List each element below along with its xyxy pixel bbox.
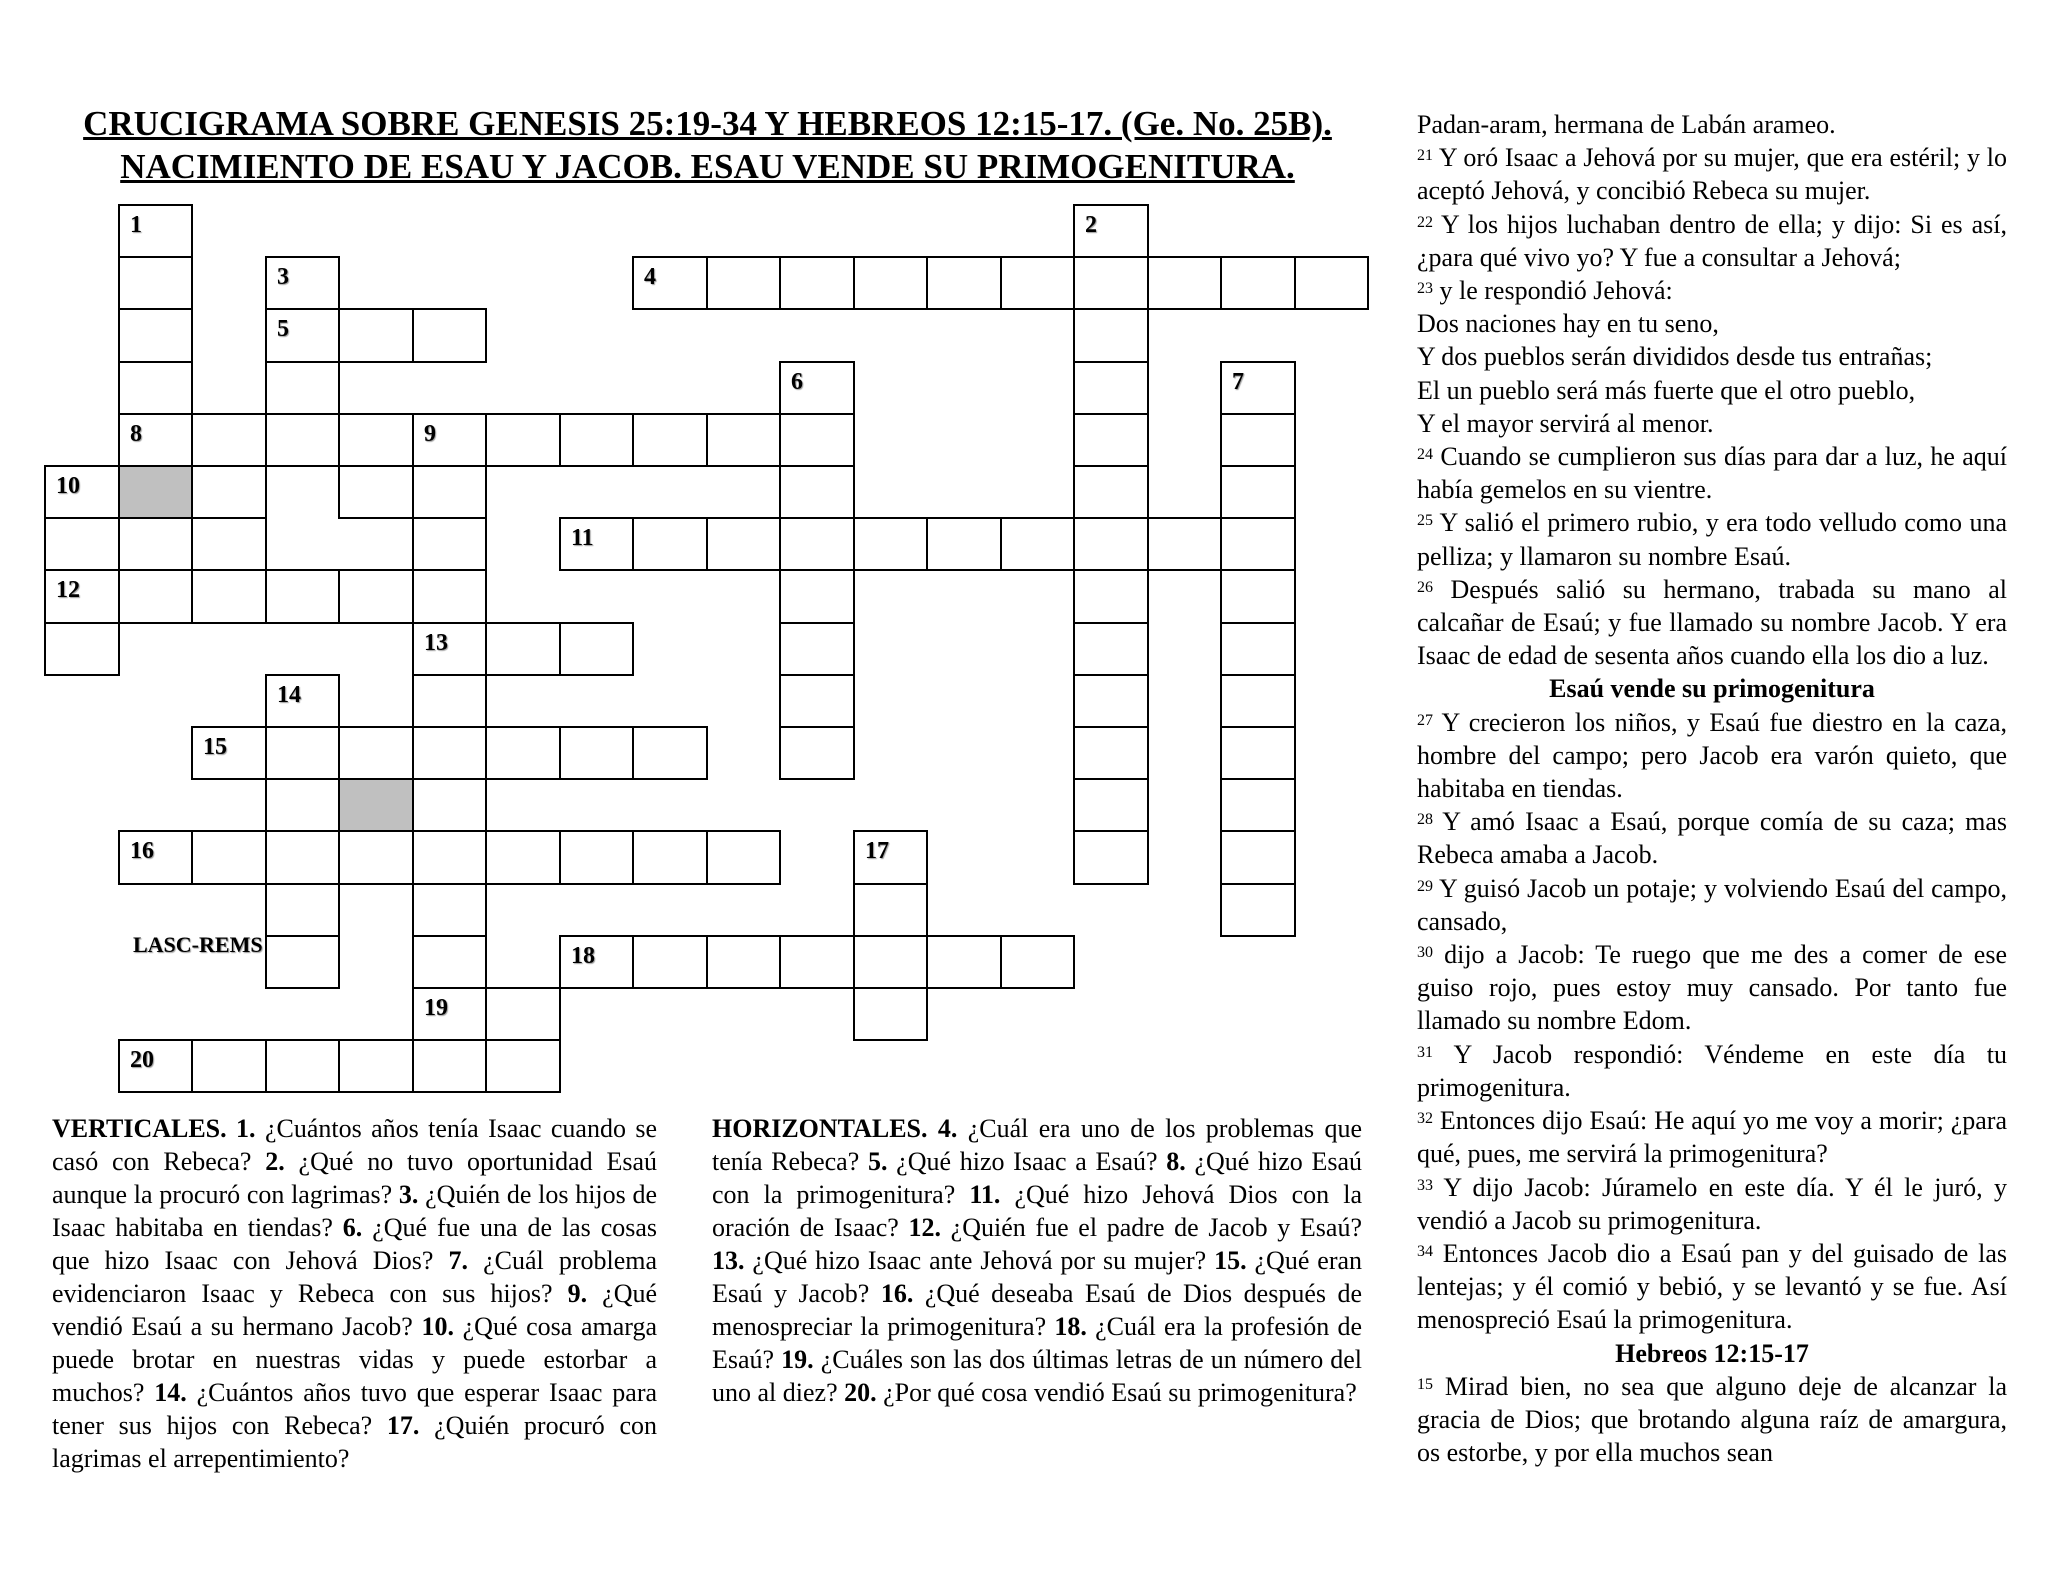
grid-cell[interactable] bbox=[191, 517, 267, 571]
grid-cell[interactable] bbox=[1220, 674, 1296, 728]
grid-cell[interactable] bbox=[412, 1039, 487, 1093]
grid-cell[interactable] bbox=[706, 413, 781, 467]
numbered-cell[interactable] bbox=[118, 204, 193, 258]
verse bbox=[1417, 141, 2007, 207]
grid-cell[interactable] bbox=[1073, 674, 1149, 728]
grid-cell[interactable] bbox=[412, 935, 487, 989]
clue-number: 8. bbox=[1166, 1147, 1186, 1176]
clue-number: 6. bbox=[342, 1213, 363, 1242]
grid-cell[interactable] bbox=[118, 256, 193, 310]
section-heading: Esaú vende su primogenitura bbox=[1549, 674, 1875, 704]
clue-text: ¿Qué hizo Jehová Dios con la oración de Isaac? bbox=[712, 1180, 1363, 1242]
clue-text: ¿Qué vendió Esaú a su hermano Jacob? bbox=[52, 1279, 658, 1341]
clue-number: 11. bbox=[969, 1180, 1001, 1209]
clues-heading: VERTICALES. bbox=[52, 1114, 227, 1143]
author-credit: LASC-REMS bbox=[133, 932, 263, 957]
clue-number: 16 bbox=[130, 838, 154, 864]
verse bbox=[1417, 440, 2007, 506]
clues-heading: HORIZONTALES. bbox=[712, 1114, 928, 1143]
verse bbox=[1417, 1370, 2007, 1470]
verse-number: 24 bbox=[1417, 446, 1433, 464]
grid-cell[interactable] bbox=[706, 935, 781, 989]
verse-number: 30 bbox=[1417, 944, 1433, 962]
grid-cell[interactable] bbox=[926, 517, 1002, 571]
grid-cell[interactable] bbox=[1073, 622, 1149, 676]
clue-number: 19 bbox=[424, 995, 448, 1021]
grid-cell[interactable] bbox=[1220, 517, 1296, 571]
poem-line: Y dos pueblos serán divididos desde tus entrañas; bbox=[1417, 342, 1933, 372]
grid-cell[interactable] bbox=[559, 622, 634, 676]
grid-cell[interactable] bbox=[1220, 726, 1296, 780]
grid-cell[interactable] bbox=[1000, 935, 1075, 989]
grid-cell[interactable] bbox=[706, 830, 781, 885]
grid-cell[interactable] bbox=[485, 830, 561, 885]
clue-text: ¿Cuáles son las dos últimas letras de un número del uno al diez? bbox=[712, 1345, 1363, 1407]
hebrews-heading: Hebreos 12:15-17 bbox=[1615, 1338, 1809, 1368]
clue-number: 17. bbox=[386, 1411, 420, 1440]
grid-cell[interactable] bbox=[779, 935, 855, 989]
clue-number: 3 bbox=[277, 264, 289, 290]
verse-number: 29 bbox=[1417, 877, 1433, 895]
verse-number: 33 bbox=[1417, 1176, 1433, 1194]
verse-text: Y guisó Jacob un potaje; y volviendo Esaú del campo, cansado, bbox=[1417, 873, 2007, 936]
grid-cell[interactable] bbox=[44, 622, 120, 676]
numbered-cell[interactable] bbox=[412, 413, 487, 467]
grid-cell[interactable] bbox=[1073, 726, 1149, 780]
clue-number: 6 bbox=[791, 369, 803, 395]
verse-text: Mirad bien, no sea que alguno deje de alcanzar la gracia de Dios; que brotando alguna raíz de amargura, os estorbe, y por ella muchos sean bbox=[1417, 1371, 2008, 1468]
scripture-intro: Padan-aram, hermana de Labán arameo. bbox=[1417, 110, 1836, 139]
verse-number: 22 bbox=[1417, 213, 1433, 231]
clue-number: 17 bbox=[865, 838, 889, 864]
verse-text: Y los hijos luchaban dentro de ella; y dijo: Si es así, ¿para qué vivo yo? Y fue a consultar a Jehová; bbox=[1417, 209, 2007, 272]
clue-number: 1 bbox=[130, 212, 142, 238]
grid-cell[interactable] bbox=[853, 256, 928, 310]
numbered-cell[interactable] bbox=[853, 830, 928, 885]
grid-cell[interactable] bbox=[706, 517, 781, 571]
clue-number: 10 bbox=[56, 473, 80, 499]
grid-cell[interactable] bbox=[1294, 256, 1369, 310]
grid-cell[interactable] bbox=[779, 413, 855, 467]
clue-number: 3. bbox=[398, 1180, 419, 1209]
numbered-cell[interactable] bbox=[412, 987, 487, 1041]
clue-number: 4. bbox=[937, 1114, 958, 1143]
grid-cell[interactable] bbox=[779, 517, 855, 571]
grid-cell[interactable] bbox=[338, 569, 414, 624]
grid-cell[interactable] bbox=[191, 569, 267, 624]
grid-cell[interactable] bbox=[1073, 830, 1149, 885]
grid-cell[interactable] bbox=[1147, 256, 1222, 310]
clue-number: 5. bbox=[867, 1147, 888, 1176]
verse-text: Y salió el primero rubio, y era todo velludo como una pelliza; y llamaron su nombre Esaú. bbox=[1417, 508, 2007, 571]
grid-cell[interactable] bbox=[338, 726, 414, 780]
grid-cell[interactable] bbox=[632, 726, 708, 780]
grid-cell[interactable] bbox=[926, 256, 1002, 310]
grid-cell[interactable] bbox=[485, 987, 561, 1041]
verse-text: y le respondió Jehová: bbox=[1439, 276, 1673, 306]
grid-cell[interactable] bbox=[779, 674, 855, 728]
grid-cell[interactable] bbox=[1220, 883, 1296, 937]
clue-text: ¿Quién fue el padre de Jacob y Esaú? bbox=[950, 1213, 1363, 1242]
grid-cell[interactable] bbox=[338, 308, 414, 363]
grid-cell[interactable] bbox=[118, 517, 193, 571]
grid-cell[interactable] bbox=[265, 361, 340, 415]
numbered-cell[interactable] bbox=[1220, 361, 1296, 415]
verse-text: Cuando se cumplieron sus días para dar a luz, he aquí había gemelos en su vientre. bbox=[1417, 442, 2007, 505]
grid-cell[interactable] bbox=[1220, 622, 1296, 676]
shaded-cell bbox=[338, 778, 414, 832]
grid-cell[interactable] bbox=[338, 830, 414, 885]
clue-number: 9. bbox=[567, 1279, 588, 1308]
grid-cell[interactable] bbox=[412, 308, 487, 363]
verse bbox=[1417, 805, 2007, 871]
grid-cell[interactable] bbox=[1220, 413, 1296, 467]
verse-text: dijo a Jacob: Te ruego que me des a comer de ese guiso rojo, pues estoy muy cansado. Por tanto fue llamado su nombre Edom. bbox=[1417, 940, 2007, 1036]
grid-cell[interactable] bbox=[1220, 569, 1296, 624]
grid-cell[interactable] bbox=[338, 413, 414, 467]
grid-cell[interactable] bbox=[265, 883, 340, 937]
grid-cell[interactable] bbox=[1147, 517, 1222, 571]
grid-cell[interactable] bbox=[853, 883, 928, 937]
clue-number: 18 bbox=[571, 943, 595, 969]
clue-text: ¿Qué no tuvo oportunidad Esaú aunque la procuró con lagrimas? bbox=[52, 1147, 658, 1209]
clue-number: 11 bbox=[571, 525, 594, 551]
grid-cell[interactable] bbox=[853, 517, 928, 571]
verse bbox=[1417, 1237, 2007, 1337]
horizontal-clues bbox=[712, 1112, 1362, 1409]
vertical-clues bbox=[52, 1112, 657, 1475]
numbered-cell[interactable] bbox=[118, 1039, 193, 1093]
numbered-cell[interactable] bbox=[632, 256, 708, 310]
verse bbox=[1417, 274, 2007, 307]
grid-cell[interactable] bbox=[265, 935, 340, 989]
clue-text: ¿Cuántos años tuvo que esperar Isaac para tener sus hijos con Rebeca? bbox=[52, 1378, 658, 1440]
verse-number: 28 bbox=[1417, 811, 1433, 829]
grid-cell[interactable] bbox=[265, 569, 340, 624]
verse bbox=[1417, 872, 2007, 938]
verse bbox=[1417, 1038, 2007, 1104]
numbered-cell[interactable] bbox=[779, 361, 855, 415]
clue-number: 20. bbox=[844, 1378, 877, 1407]
clue-number: 14. bbox=[154, 1378, 187, 1407]
verse-number: 34 bbox=[1417, 1242, 1433, 1260]
clue-number: 20 bbox=[130, 1047, 154, 1073]
verse-text: Y crecieron los niños, y Esaú fue diestro en la caza, hombre del campo; pero Jacob era varón quieto, que habitaba en tiendas. bbox=[1417, 707, 2007, 804]
verse-text: Después salió su hermano, trabada su mano al calcañar de Esaú; y fue llamado su nombre Jacob. Y era Isaac de edad de sesenta años cuando ella los dio a luz. bbox=[1417, 574, 2007, 671]
numbered-cell[interactable] bbox=[559, 517, 634, 571]
grid-cell[interactable] bbox=[412, 778, 487, 832]
numbered-cell[interactable] bbox=[44, 465, 120, 519]
grid-cell[interactable] bbox=[559, 413, 634, 467]
grid-cell[interactable] bbox=[1073, 308, 1149, 363]
title-line-1: CRUCIGRAMA SOBRE GENESIS 25:19-34 Y HEBREOS 12:15-17. (Ge. No. 25B). bbox=[83, 104, 1332, 143]
clue-number: 7. bbox=[448, 1246, 469, 1275]
grid-cell[interactable] bbox=[412, 830, 487, 885]
clue-number: 7 bbox=[1232, 369, 1244, 395]
clue-text: ¿Quién de los hijos de Isaac habitaba en tiendas? bbox=[52, 1180, 658, 1242]
clue-text: ¿Quién procuró con lagrimas el arrepentimiento? bbox=[52, 1411, 658, 1473]
grid-cell[interactable] bbox=[706, 256, 781, 310]
grid-cell[interactable] bbox=[191, 830, 267, 885]
grid-cell[interactable] bbox=[44, 517, 120, 571]
grid-cell[interactable] bbox=[265, 413, 340, 467]
grid-cell[interactable] bbox=[412, 569, 487, 624]
grid-cell[interactable] bbox=[265, 726, 340, 780]
clue-number: 2. bbox=[265, 1147, 285, 1176]
grid-cell[interactable] bbox=[1000, 256, 1075, 310]
grid-cell[interactable] bbox=[559, 830, 634, 885]
grid-cell[interactable] bbox=[118, 569, 193, 624]
numbered-cell[interactable] bbox=[1073, 204, 1149, 258]
title-line-2: NACIMIENTO DE ESAU Y JACOB. ESAU VENDE SU PRIMOGENITURA. bbox=[120, 147, 1295, 186]
clue-text: ¿Qué eran Esaú y Jacob? bbox=[712, 1246, 1363, 1308]
grid-cell[interactable] bbox=[779, 465, 855, 519]
verse-number: 31 bbox=[1417, 1043, 1433, 1061]
clue-text: ¿Por qué cosa vendió Esaú su primogenitura? bbox=[883, 1378, 1357, 1407]
numbered-cell[interactable] bbox=[44, 569, 120, 624]
clue-number: 1. bbox=[236, 1114, 256, 1143]
clue-number: 14 bbox=[277, 682, 301, 708]
verse bbox=[1417, 1171, 2007, 1237]
grid-cell[interactable] bbox=[632, 935, 708, 989]
numbered-cell[interactable] bbox=[118, 830, 193, 885]
shaded-cell bbox=[118, 465, 193, 519]
grid-cell[interactable] bbox=[485, 1039, 561, 1093]
grid-cell[interactable] bbox=[1073, 361, 1149, 415]
grid-cell[interactable] bbox=[853, 935, 928, 989]
clue-number: 16. bbox=[880, 1279, 914, 1308]
numbered-cell[interactable] bbox=[265, 308, 340, 363]
grid-cell[interactable] bbox=[485, 726, 561, 780]
grid-cell[interactable] bbox=[1220, 778, 1296, 832]
grid-cell[interactable] bbox=[779, 256, 855, 310]
grid-cell[interactable] bbox=[1000, 517, 1075, 571]
grid-cell[interactable] bbox=[1073, 569, 1149, 624]
clue-text: ¿Qué deseaba Esaú de Dios después de menospreciar la primogenitura? bbox=[712, 1279, 1363, 1341]
grid-cell[interactable] bbox=[412, 517, 487, 571]
clue-number: 18. bbox=[1054, 1312, 1087, 1341]
numbered-cell[interactable] bbox=[412, 622, 487, 676]
verse bbox=[1417, 573, 2007, 673]
grid-cell[interactable] bbox=[485, 622, 561, 676]
verse-text: Entonces Jacob dio a Esaú pan y del guisado de las lentejas; y él comió y bebió, y se levantó y se fue. Así menospreció Esaú la primogenitura. bbox=[1417, 1238, 2007, 1335]
grid-cell[interactable] bbox=[779, 622, 855, 676]
verse-number: 25 bbox=[1417, 512, 1433, 530]
grid-cell[interactable] bbox=[779, 726, 855, 780]
grid-cell[interactable] bbox=[118, 361, 193, 415]
grid-cell[interactable] bbox=[926, 935, 1002, 989]
grid-cell[interactable] bbox=[191, 1039, 267, 1093]
grid-cell[interactable] bbox=[1073, 517, 1149, 571]
verse bbox=[1417, 208, 2007, 274]
clue-text: ¿Qué hizo Isaac ante Jehová por su mujer? bbox=[752, 1246, 1207, 1275]
clue-text: ¿Cuántos años tenía Isaac cuando se casó con Rebeca? bbox=[52, 1114, 658, 1176]
clue-number: 12 bbox=[56, 577, 80, 603]
verse-text: Entonces dijo Esaú: He aquí yo me voy a morir; ¿para qué, pues, me servirá la primogenitura? bbox=[1417, 1106, 2008, 1169]
grid-cell[interactable] bbox=[1220, 465, 1296, 519]
verse-text: Y Jacob respondió: Véndeme en este día tu primogenitura. bbox=[1417, 1039, 2007, 1102]
grid-cell[interactable] bbox=[412, 674, 487, 728]
clue-text: ¿Qué hizo Isaac a Esaú? bbox=[896, 1147, 1158, 1176]
clue-number: 13. bbox=[712, 1246, 745, 1275]
grid-cell[interactable] bbox=[485, 413, 561, 467]
grid-cell[interactable] bbox=[779, 569, 855, 624]
numbered-cell[interactable] bbox=[118, 413, 193, 467]
grid-cell[interactable] bbox=[118, 308, 193, 363]
grid-cell[interactable] bbox=[632, 517, 708, 571]
grid-cell[interactable] bbox=[632, 830, 708, 885]
verse-number: 26 bbox=[1417, 578, 1433, 596]
grid-cell[interactable] bbox=[412, 883, 487, 937]
clue-number: 15. bbox=[1214, 1246, 1247, 1275]
verse-text: Y oró Isaac a Jehová por su mujer, que era estéril; y lo aceptó Jehová, y concibió Rebeca su mujer. bbox=[1417, 143, 2007, 206]
clue-number: 12. bbox=[908, 1213, 941, 1242]
clue-number: 10. bbox=[421, 1312, 454, 1341]
grid-cell[interactable] bbox=[632, 413, 708, 467]
grid-cell[interactable] bbox=[338, 465, 414, 519]
verse-number: 23 bbox=[1417, 280, 1433, 298]
grid-cell[interactable] bbox=[265, 778, 340, 832]
verse bbox=[1417, 706, 2007, 806]
grid-cell[interactable] bbox=[1220, 830, 1296, 885]
verse-number: 32 bbox=[1417, 1110, 1433, 1128]
verse bbox=[1417, 506, 2007, 572]
verse bbox=[1417, 938, 2007, 1038]
numbered-cell[interactable] bbox=[559, 935, 634, 989]
verse-number: 27 bbox=[1417, 711, 1433, 729]
clue-number: 9 bbox=[424, 421, 436, 447]
grid-cell[interactable] bbox=[1073, 465, 1149, 519]
clue-text: ¿Qué hizo Esaú con la primogenitura? bbox=[712, 1147, 1363, 1209]
numbered-cell[interactable] bbox=[191, 726, 267, 780]
grid-cell[interactable] bbox=[191, 465, 267, 519]
grid-cell[interactable] bbox=[1220, 256, 1296, 310]
clue-text: ¿Cuál era uno de los problemas que tenía Rebeca? bbox=[712, 1114, 1362, 1176]
grid-cell[interactable] bbox=[412, 465, 487, 519]
verse-text: Y amó Isaac a Esaú, porque comía de su caza; mas Rebeca amaba a Jacob. bbox=[1417, 807, 2007, 870]
verse bbox=[1417, 1104, 2007, 1170]
clue-text: ¿Qué fue una de las cosas que hizo Isaac con Jehová Dios? bbox=[52, 1213, 658, 1275]
poem-line: Dos naciones hay en tu seno, bbox=[1417, 309, 1719, 339]
grid-cell[interactable] bbox=[191, 413, 267, 467]
poem-line: El un pueblo será más fuerte que el otro pueblo, bbox=[1417, 375, 1916, 405]
grid-cell[interactable] bbox=[265, 830, 340, 885]
grid-cell[interactable] bbox=[1073, 778, 1149, 832]
clue-number: 8 bbox=[130, 421, 142, 447]
grid-cell[interactable] bbox=[265, 1039, 340, 1093]
grid-cell[interactable] bbox=[1073, 413, 1149, 467]
clue-number: 13 bbox=[424, 630, 448, 656]
numbered-cell[interactable] bbox=[265, 674, 340, 728]
clue-number: 19. bbox=[781, 1345, 814, 1374]
clue-number: 2 bbox=[1085, 212, 1097, 238]
verse-number: 15 bbox=[1417, 1375, 1433, 1393]
scripture-column bbox=[1417, 108, 2007, 1469]
grid-cell[interactable] bbox=[338, 1039, 414, 1093]
clue-number: 4 bbox=[644, 264, 656, 290]
poem-line: Y el mayor servirá al menor. bbox=[1417, 408, 1714, 438]
grid-cell[interactable] bbox=[1073, 256, 1149, 310]
clue-number: 15 bbox=[203, 734, 227, 760]
grid-cell[interactable] bbox=[853, 987, 928, 1041]
clue-text: ¿Qué cosa amarga puede brotar en nuestras vidas y puede estorbar a muchos? bbox=[52, 1312, 658, 1407]
clue-text: ¿Cuál problema evidenciaron Isaac y Rebeca con sus hijos? bbox=[52, 1246, 658, 1308]
clue-text: ¿Cuál era la profesión de Esaú? bbox=[712, 1312, 1363, 1374]
grid-cell[interactable] bbox=[412, 726, 487, 780]
verse-number: 21 bbox=[1417, 147, 1433, 165]
numbered-cell[interactable] bbox=[265, 256, 340, 310]
grid-cell[interactable] bbox=[559, 726, 634, 780]
verse-text: Y dijo Jacob: Júramelo en este día. Y él le juró, y vendió a Jacob su primogenitura. bbox=[1417, 1172, 2007, 1235]
clue-number: 5 bbox=[277, 316, 289, 342]
